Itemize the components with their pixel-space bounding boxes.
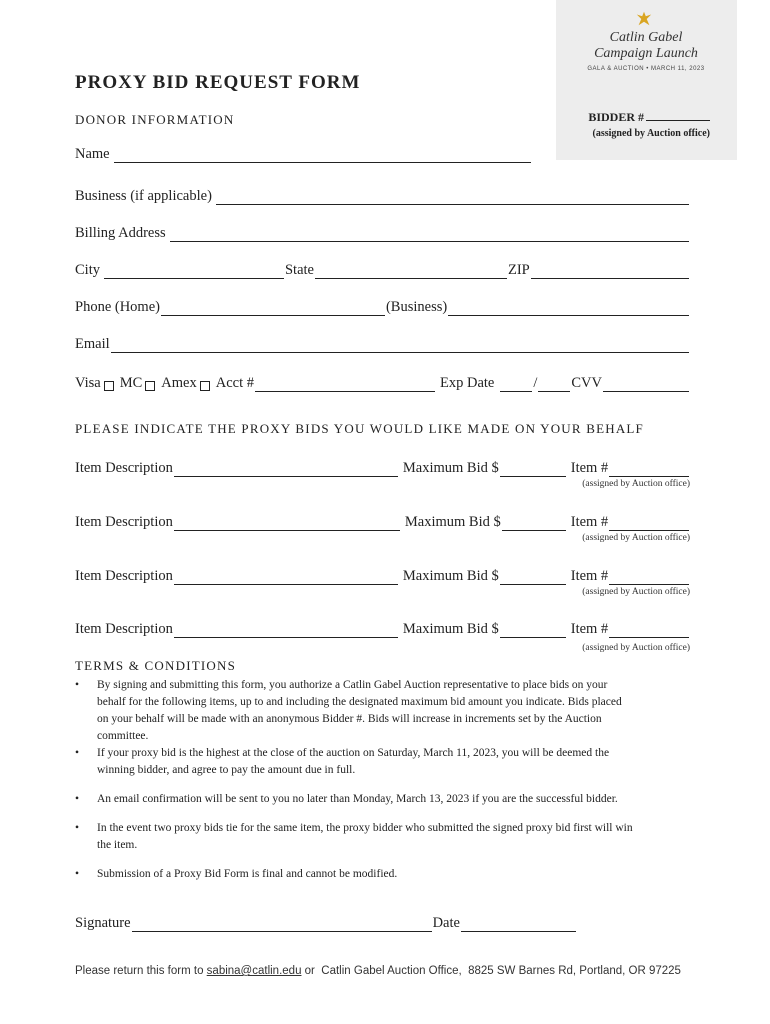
max-bid-line[interactable] <box>502 516 566 531</box>
city-state-zip-row <box>75 259 690 279</box>
visa-checkbox[interactable] <box>104 381 114 391</box>
terms-list <box>75 677 635 889</box>
phone-home-line[interactable] <box>161 301 385 316</box>
page-title: PROXY BID REQUEST FORM <box>75 72 361 93</box>
email-field[interactable] <box>75 333 690 353</box>
city-label: City <box>75 262 100 278</box>
bullet: • <box>75 868 80 880</box>
business-field[interactable] <box>75 185 690 205</box>
terms-item <box>75 866 635 883</box>
business-line[interactable] <box>216 190 689 205</box>
zip-line[interactable] <box>531 264 689 279</box>
assigned-note: (assigned by Auction office) <box>582 479 690 489</box>
email-line[interactable] <box>111 338 689 353</box>
state-line[interactable] <box>315 264 507 279</box>
bullet: • <box>75 822 80 834</box>
amex-label: Amex <box>161 375 197 391</box>
bullet: • <box>75 679 80 691</box>
business-label: Business (if applicable) <box>75 188 212 204</box>
visa-label: Visa <box>75 375 101 391</box>
exp-year-line[interactable] <box>538 377 570 392</box>
bids-heading: PLEASE INDICATE THE PROXY BIDS YOU WOULD LIKE MADE ON YOUR BEHALF <box>75 421 644 436</box>
terms-item <box>75 745 635 779</box>
billing-line[interactable] <box>170 227 689 242</box>
bid-row <box>75 618 690 653</box>
bidder-number-field[interactable] <box>560 110 710 125</box>
item-description-label: Item Description <box>75 460 173 476</box>
item-number-line[interactable] <box>609 516 689 531</box>
footer-suffix: or Catlin Gabel Auction Office, 8825 SW Barnes Rd, Portland, OR 97225 <box>301 965 681 977</box>
bullet: • <box>75 793 80 805</box>
footer-prefix: Please return this form to <box>75 965 207 977</box>
city-line[interactable] <box>104 264 284 279</box>
signature-line[interactable] <box>132 917 432 932</box>
date-line[interactable] <box>461 917 576 932</box>
exp-separator: / <box>533 375 538 391</box>
item-number-label: Item # <box>570 514 609 530</box>
terms-item-text: If your proxy bid is the highest at the close of the auction on Saturday, March 11, 2023, you will be deemed the winning bidder, and agree to pay the amount due in full. <box>97 747 610 776</box>
name-label: Name <box>75 146 110 162</box>
exp-month-line[interactable] <box>500 377 532 392</box>
assigned-note: (assigned by Auction office) <box>582 533 690 543</box>
item-description-label: Item Description <box>75 621 173 637</box>
amex-checkbox[interactable] <box>200 381 210 391</box>
signature-row <box>75 912 577 932</box>
cvv-label: CVV <box>571 375 602 391</box>
name-line[interactable] <box>114 148 531 163</box>
item-number-label: Item # <box>570 621 609 637</box>
terms-item <box>75 820 635 854</box>
phone-business-line[interactable] <box>448 301 689 316</box>
bird-icon <box>635 10 653 28</box>
exp-label: Exp Date <box>439 375 495 391</box>
payment-row <box>75 372 690 392</box>
bid-row <box>75 565 690 597</box>
mc-checkbox[interactable] <box>145 381 155 391</box>
donor-heading: DONOR INFORMATION <box>75 112 235 127</box>
max-bid-line[interactable] <box>500 623 566 638</box>
phone-home-label: Phone (Home) <box>75 299 160 315</box>
mc-label: MC <box>119 375 143 391</box>
acct-label: Acct # <box>215 375 254 391</box>
item-number-label: Item # <box>570 460 609 476</box>
state-label: State <box>284 262 314 278</box>
logo-subtitle: GALA & AUCTION • MARCH 11, 2023 <box>587 66 705 72</box>
email-link[interactable]: sabina@catlin.edu <box>206 965 302 977</box>
footer <box>75 965 681 977</box>
terms-item-text: By signing and submitting this form, you authorize a Catlin Gabel Auction representative to place bids on your behalf for the following items, up to and including the designated maximum bid amount you indicate. Bids placed on your behalf will be made with an anonymous Bidder #. Bids will increase in increments set by the Auction committee. <box>97 679 622 742</box>
bidder-label: BIDDER # <box>588 110 644 124</box>
logo-title <box>560 30 732 62</box>
item-description-line[interactable] <box>174 623 398 638</box>
phone-row <box>75 296 690 316</box>
max-bid-label: Maximum Bid $ <box>402 460 499 476</box>
assigned-note: (assigned by Auction office) <box>582 587 690 597</box>
terms-heading: TERMS & CONDITIONS <box>75 658 236 673</box>
cvv-line[interactable] <box>603 377 689 392</box>
max-bid-label: Maximum Bid $ <box>404 514 501 530</box>
logo-title-line2: Campaign Launch <box>594 46 698 61</box>
max-bid-line[interactable] <box>500 570 566 585</box>
bidder-line[interactable] <box>646 110 710 121</box>
item-description-line[interactable] <box>174 516 400 531</box>
name-field[interactable] <box>75 143 532 163</box>
bullet: • <box>75 747 80 759</box>
item-description-line[interactable] <box>174 462 398 477</box>
item-description-label: Item Description <box>75 514 173 530</box>
phone-business-label: (Business) <box>385 299 448 315</box>
date-label: Date <box>432 915 460 931</box>
max-bid-label: Maximum Bid $ <box>402 621 499 637</box>
bid-row <box>75 511 690 543</box>
acct-line[interactable] <box>255 377 435 392</box>
terms-item-text: In the event two proxy bids tie for the same item, the proxy bidder who submitted the signed proxy bid first will win the item. <box>97 822 633 851</box>
zip-label: ZIP <box>507 262 530 278</box>
max-bid-line[interactable] <box>500 462 566 477</box>
terms-item <box>75 677 635 745</box>
billing-label: Billing Address <box>75 225 166 241</box>
bidder-note: (assigned by Auction office) <box>592 128 710 139</box>
item-description-line[interactable] <box>174 570 398 585</box>
signature-label: Signature <box>75 915 131 931</box>
item-number-line[interactable] <box>609 623 689 638</box>
item-description-label: Item Description <box>75 568 173 584</box>
item-number-line[interactable] <box>609 570 689 585</box>
terms-item <box>75 791 635 808</box>
billing-field[interactable] <box>75 222 690 242</box>
item-number-line[interactable] <box>609 462 689 477</box>
bid-row <box>75 457 690 489</box>
assigned-note: (assigned by Auction office) <box>582 643 690 653</box>
logo-title-line1: Catlin Gabel <box>609 30 683 45</box>
email-label: Email <box>75 336 110 352</box>
item-number-label: Item # <box>570 568 609 584</box>
max-bid-label: Maximum Bid $ <box>402 568 499 584</box>
terms-item-text: An email confirmation will be sent to you no later than Monday, March 13, 2023 if you are the successful bidder. <box>97 793 618 805</box>
terms-item-text: Submission of a Proxy Bid Form is final and cannot be modified. <box>97 868 398 880</box>
